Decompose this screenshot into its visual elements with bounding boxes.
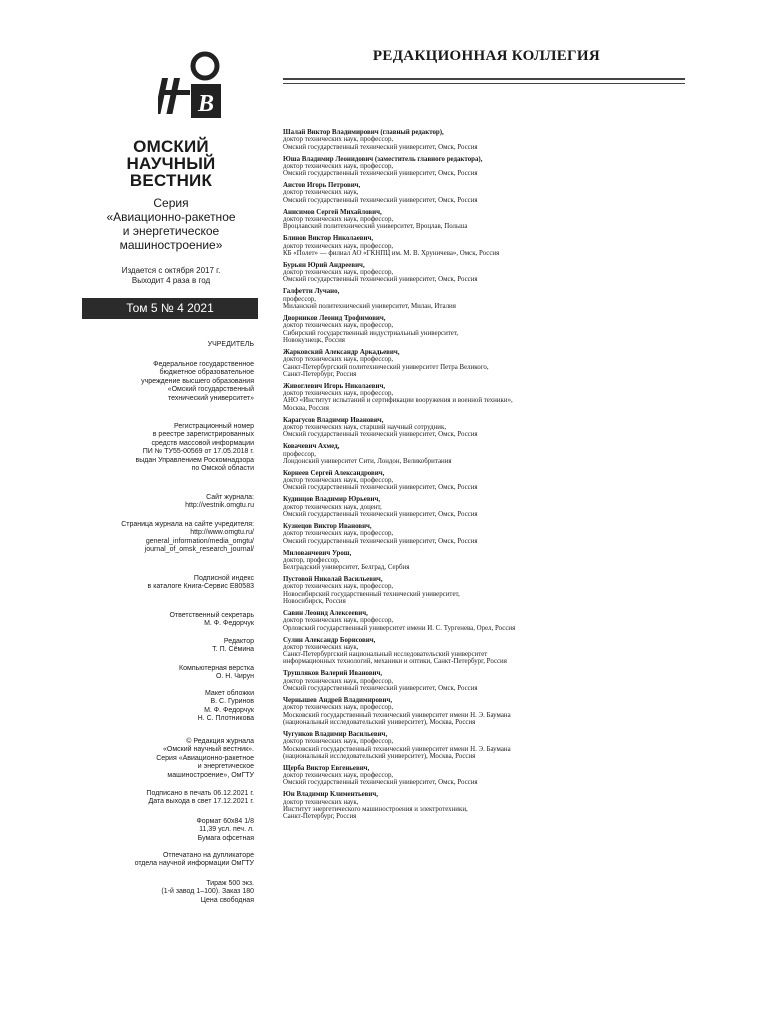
board-member [283,235,703,257]
info-line: Подписной индекс [193,575,254,582]
info-line: М. Ф. Федорчук [204,620,254,628]
info-line: Подписано в печать 06.12.2021 г. [146,790,254,797]
board-member-name: Шалай Виктор Владимирович (главный редактор), [283,129,444,136]
info-line: отдела научной информации ОмГТУ [134,860,254,868]
info-line: «Омский государственный [167,386,254,394]
info-line: 11,39 усл. печ. л. [199,826,254,834]
board-member-name: Пустовой Николай Васильевич, [283,576,383,584]
editor [84,638,254,655]
founder-page [84,521,254,555]
board-member-affiliation: Омский государственный технический университет, Омск, Россия [283,276,478,284]
board-member-affiliation: Омский государственный технический университет, Омск, Россия [283,484,478,492]
cover-design [84,690,254,724]
info-line: Цена свободная [200,896,254,904]
board-member [283,288,703,310]
board-member-name: Дворников Леонид Трофимович, [283,315,386,323]
info-line: машиностроение», ОмГТУ [167,771,254,779]
board-member-name: Аистов Игорь Петрович, [283,182,361,190]
board-member-name: Юша Владимир Леонидович (заместитель главного редактора), [283,155,483,163]
info-line: Сайт журнала: [206,494,254,501]
info-line: ПИ № ТУ55-00569 от 17.05.2018 г. [142,448,254,456]
board-member-affiliation: Сибирский государственный индустриальный университет, [283,329,459,337]
board-member-affiliation: Московский государственный технический университет имени Н. Э. Баумана [283,711,511,719]
info-line: Отпечатано на дупликаторе [162,852,254,859]
board-member-affiliation: Новокузнецк, Россия [283,336,345,344]
board-member [283,262,703,284]
board-member-affiliation: Орловский государственный университет имени И. С. Тургенева, Орел, Россия [283,624,516,632]
info-line: general_information/media_omgtu/ [145,537,254,545]
board-member-affiliation: доктор технических наук, профессор, [283,269,394,277]
board-member-affiliation: доктор технических наук, профессор, [283,738,394,746]
board-member [283,443,703,465]
info-line: бюджетное образовательное [159,369,254,377]
board-member [283,315,703,344]
board-member-affiliation: доктор технических наук, профессор, [283,583,394,591]
board-member-affiliation: доктор технических наук, профессор, [283,677,394,685]
editorial-board-list [283,129,703,825]
board-member-affiliation: Омский государственный технический университет, Омск, Россия [283,685,478,693]
board-member-affiliation: доктор технических наук, профессор, [283,530,394,538]
info-line: О. Н. Чирун [215,673,254,681]
board-member [283,470,703,492]
board-member-affiliation: доктор технических наук, профессор, [283,477,394,485]
subscription-index [84,575,254,592]
header-rule-bottom [283,83,685,84]
info-line: Редактор [223,638,254,645]
info-line: учреждение высшего образования [141,377,254,385]
board-member-affiliation: Санкт-Петербург, Россия [283,813,357,821]
board-member-affiliation: Вроцлавский политехнический университет, Вроцлав, Польша [283,223,468,231]
info-line: (1-й завод 1–100). Заказ 180 [161,888,254,896]
info-line: в каталоге Книга-Сервис Е80583 [147,583,254,591]
board-member-name: Ковачевич Ахмед, [283,443,340,451]
board-member-affiliation: доктор технических наук, профессор, [283,704,394,712]
board-member-affiliation: доктор технических наук, профессор, [283,162,394,170]
board-member-affiliation: Миланский политехнический университет, Милан, Италия [283,303,456,311]
header-rule-top [283,78,685,80]
board-member-name: Сулин Александр Борисович, [283,636,376,644]
board-member-affiliation: Москва, Россия [283,404,329,412]
board-member-name: Анисимов Сергей Михайлович, [283,208,382,216]
layout-designer [84,665,254,682]
board-member [283,182,703,204]
board-member-affiliation: Омский государственный технический университет, Омск, Россия [283,143,478,151]
board-member-affiliation: доктор технических наук, [283,798,359,806]
board-member-affiliation: доктор технических наук, профессор, [283,242,394,250]
board-member-affiliation: профессор, [283,450,317,458]
board-member-name: Милованчевич Урош, [283,549,352,557]
board-member [283,697,703,726]
board-member-affiliation: доктор технических наук, [283,643,359,651]
board-member-name: Савин Леонид Алексеевич, [283,610,368,618]
info-line: Ответственный секретарь [169,612,254,619]
board-member-name: Живоглевич Игорь Николаевич, [283,382,386,390]
info-line: Н. С. Плотникова [197,715,254,723]
board-member [283,765,703,787]
board-member-affiliation: доктор технических наук, старший научный сотрудник, [283,423,447,431]
founder-name [84,361,254,403]
publication-frequency: Издается с октября 2017 г. Выходит 4 раза в год [121,266,221,285]
info-line: Бумага офсетная [197,834,254,842]
board-member [283,576,703,605]
info-line: © Редакция журнала [186,738,254,745]
info-line: по Омской области [191,465,254,473]
printed-at [84,852,254,869]
info-line: Тираж 500 экз. [206,880,254,887]
info-line: УЧРЕДИТЕЛЬ [207,341,254,348]
info-line: технический университет» [167,394,254,402]
board-member-affiliation: Новосибирск, Россия [283,598,346,606]
board-member [283,209,703,231]
info-line: http://www.omgtu.ru/ [190,529,254,537]
registration-info [84,423,254,473]
info-line: Формат 60х84 1/8 [196,818,254,825]
info-line: «Омский научный вестник». [163,746,254,754]
board-member-affiliation: Лондонский университет Сити, Лондон, Великобритания [283,457,452,465]
board-member-affiliation: доктор технических наук, профессор, [283,356,394,364]
board-member-name: Чугунков Владимир Васильевич, [283,730,388,738]
info-line: Федеральное государственное [153,361,254,368]
info-line: Компьютерная верстка [179,665,254,672]
board-member [283,383,703,412]
board-member-affiliation: доктор технических наук, профессор, [283,322,394,330]
board-member [283,637,703,666]
board-member-affiliation: доктор технических наук, доцент, [283,503,382,511]
board-member-affiliation: Белградский университет, Белград, Сербия [283,564,410,572]
board-member-name: Карагусов Владимир Иванович, [283,416,384,424]
board-member-affiliation: доктор технических наук, профессор, [283,617,394,625]
board-member-affiliation: Московский государственный технический университет имени Н. Э. Баумана [283,745,511,753]
board-member-affiliation: доктор технических наук, [283,189,359,197]
board-member-name: Блинов Виктор Николаевич, [283,235,374,243]
board-member-affiliation: Омский государственный технический университет, Омск, Россия [283,779,478,787]
board-member-affiliation: КБ «Полет» — филиал АО «ГКНПЦ им. М. В. Хруничева», Омск, Россия [283,249,500,257]
info-line: journal_of_omsk_research_journal/ [144,546,254,554]
board-member-affiliation: Институт энергетического машиностроения и электротехники, [283,805,468,813]
board-member [283,610,703,632]
journal-title: ОМСКИЙ НАУЧНЫЙ ВЕСТНИК [126,137,216,190]
info-line: Макет обложки [205,690,254,697]
info-line: http://vestnik.omgtu.ru [185,502,254,510]
board-member [283,670,703,692]
board-member-affiliation: Санкт-Петербургский политехнический университет Петра Великого, [283,363,489,371]
board-member-affiliation: доктор технических наук, профессор, [283,772,394,780]
board-member [283,156,703,178]
board-member-affiliation: доктор технических наук, профессор, [283,390,394,398]
info-line: В. С. Гуринов [210,698,254,706]
board-member-affiliation: Новосибирский государственный технический университет, [283,590,460,598]
board-member-name: Трушляков Валерий Иванович, [283,670,383,678]
board-member-affiliation: Омский государственный технический университет, Омск, Россия [283,196,478,204]
board-member-name: Чернышев Андрей Владимирович, [283,697,393,705]
board-member-affiliation: Омский государственный технический университет, Омск, Россия [283,537,478,545]
board-member [283,417,703,439]
board-member-name: Кудинцов Владимир Юрьевич, [283,496,381,504]
board-member-name: Галфетти Лучано, [283,288,340,296]
print-dates [84,790,254,807]
board-member-affiliation: (национальный исследовательский университет), Москва, Россия [283,752,476,760]
founder-heading [84,341,254,349]
board-member-affiliation: информационных технологий, механики и оптики, Санкт-Петербург, Россия [283,658,507,666]
board-member-name: Бурьян Юрий Андреевич, [283,261,365,269]
board-member-affiliation: Омский государственный технический университет, Омск, Россия [283,511,478,518]
board-member-affiliation: Омский государственный технический университет, Омск, Россия [283,431,478,439]
board-member [283,129,703,151]
board-member [283,349,703,378]
info-line: и энергетическое [197,763,254,771]
info-line: Страница журнала на сайте учредителя: [121,521,254,528]
board-member-name: Юн Владимир Климентьевич, [283,791,378,799]
board-member [283,550,703,572]
board-member [283,791,703,820]
board-member-name: Жарковский Александр Аркадьевич, [283,348,400,356]
board-member-affiliation: доктор технических наук, профессор, [283,136,394,144]
info-line: Регистрационный номер [174,423,254,430]
journal-site [84,494,254,511]
board-member-affiliation: Санкт-Петербургский национальный исследовательский университет [283,651,488,659]
info-line: в реестре зарегистрированных [152,431,254,439]
journal-logo [158,50,226,120]
info-line: М. Ф. Федорчук [204,706,254,714]
board-member-affiliation: (национальный исследовательский университет), Москва, Россия [283,718,476,726]
info-line: Дата выхода в свет 17.12.2021 г. [148,798,254,806]
info-line: Серия «Авиационно-ракетное [156,754,254,762]
page-header-title: РЕДАКЦИОННАЯ КОЛЛЕГИЯ [372,48,600,64]
info-line: средств массовой информации [151,439,254,447]
executive-secretary [84,612,254,629]
board-member-name: Корнеев Сергей Александрович, [283,469,385,477]
board-member-name: Щерба Виктор Евгеньевич, [283,764,370,772]
board-member [283,731,703,760]
board-member [283,496,703,518]
info-line: выдан Управлением Роскомнадзора [135,456,254,464]
board-member-affiliation: АНО «Институт испытаний и сертификации вооружения и военной техники», [283,397,513,405]
board-member-affiliation: профессор, [283,295,317,303]
board-member-affiliation: Санкт-Петербург, Россия [283,370,357,378]
volume-issue-bar: Том 5 № 4 2021 [82,298,258,319]
board-member-affiliation: доктор технических наук, профессор, [283,216,394,224]
board-member-affiliation: Омский государственный технический университет, Омск, Россия [283,170,478,178]
circulation-info [84,880,254,905]
svg-text:B: B [197,91,215,117]
series-title: Серия «Авиационно-ракетное и энергетическое машиностроение» [106,196,236,252]
board-member-affiliation: доктор, профессор, [283,556,340,564]
format-info [84,818,254,843]
board-member [283,523,703,545]
info-line: Т. П. Сёмина [212,646,254,654]
copyright [84,738,254,780]
board-member-name: Кузнецов Виктор Иванович, [283,522,372,530]
